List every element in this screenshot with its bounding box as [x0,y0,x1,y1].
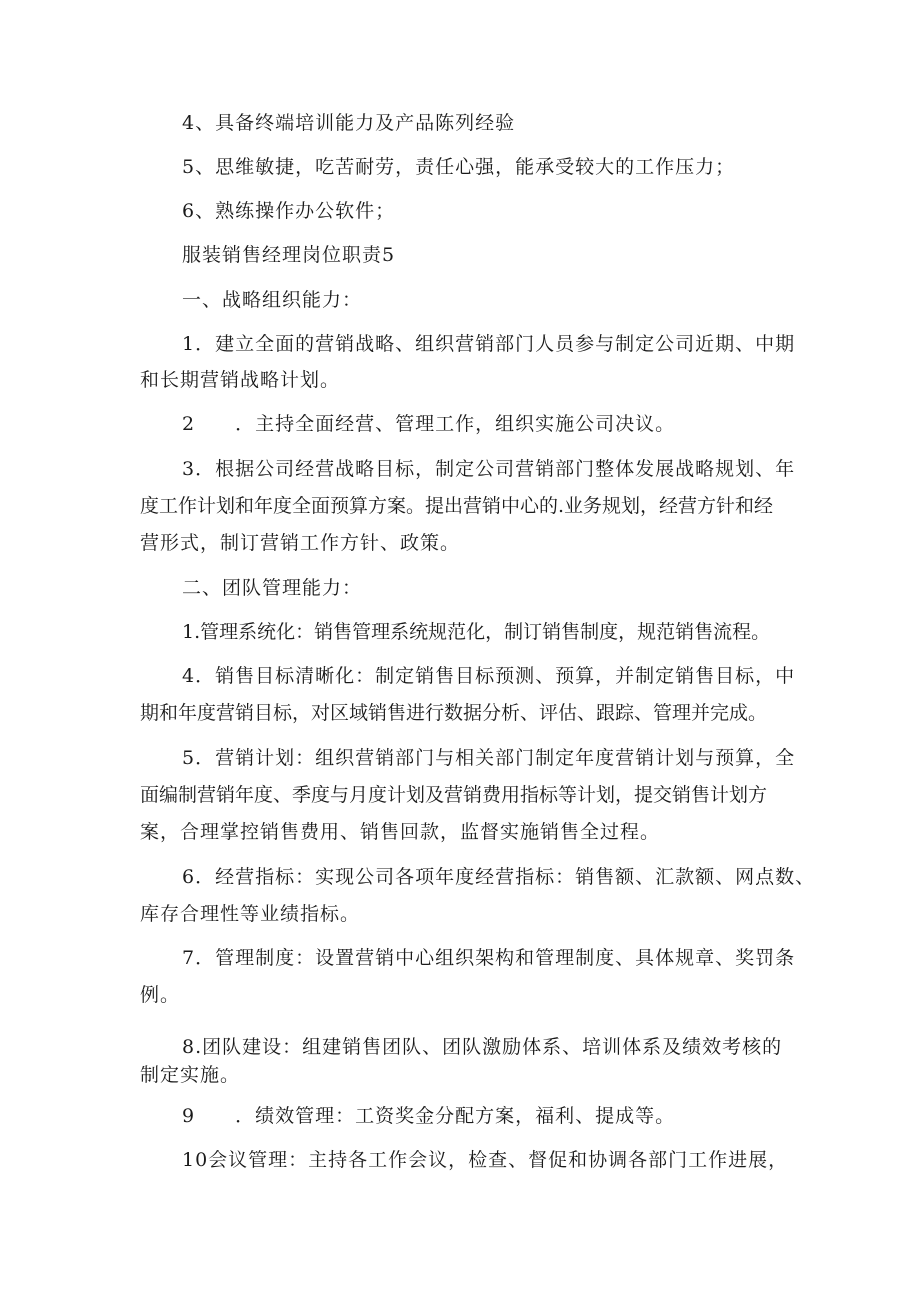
text-line: 3．根据公司经营战略目标，制定公司营销部门整体发展战略规划、年 [182,458,796,480]
text-line: 6．经营指标：实现公司各项年度经营指标：销售额、汇款额、网点数、 [182,866,816,888]
text-line: 4．销售目标清晰化：制定销售目标预测、预算，并制定销售目标，中 [182,665,796,687]
section-title: 服装销售经理岗位职责5 [182,244,396,266]
text-line: 度工作计划和年度全面预算方案。提出营销中心的.业务规划，经营方针和经 [140,495,774,517]
text-line: 5．营销计划：组织营销部门与相关部门制定年度营销计划与预算，全 [182,747,796,769]
text-line: 1.管理系统化：销售管理系统规范化，制订销售制度，规范销售流程。 [182,621,771,643]
text-line: 10会议管理：主持各工作会议，检查、督促和协调各部门工作进展， [182,1149,789,1171]
text-line: 库存合理性等业绩指标。 [140,903,361,925]
text-line: 4、具备终端培训能力及产品陈列经验 [182,112,516,134]
text-line: 2 ．主持全面经营、管理工作，组织实施公司决议。 [182,413,676,435]
text-line: 面编制营销年度、季度与月度计划及营销费用指标等计划，提交销售计划方 [140,784,768,806]
text-line: 案，合理掌控销售费用、销售回款，监督实施销售全过程。 [140,821,661,843]
text-line: 8.团队建设：组建销售团队、团队激励体系、培训体系及绩效考核的 [182,1036,783,1058]
text-line: 5、思维敏捷，吃苦耐劳，责任心强，能承受较大的工作压力； [182,156,736,178]
text-line: 和长期营销战略计划。 [140,369,341,391]
text-line: 9 ．绩效管理：工资奖金分配方案，福利、提成等。 [182,1105,676,1127]
text-line: 7．管理制度：设置营销中心组织架构和管理制度、具体规章、奖罚条 [182,947,796,969]
text-line: 制定实施。 [140,1064,241,1086]
text-line: 例。 [140,984,181,1006]
text-line: 6、熟练操作办公软件； [182,200,396,222]
section-heading: 二、团队管理能力： [182,577,363,599]
section-heading: 一、战略组织能力： [182,289,363,311]
text-line: 营形式，制订营销工作方针、政策。 [140,532,461,554]
text-line: 期和年度营销目标，对区域销售进行数据分析、评估、跟踪、管理并完成。 [140,702,768,724]
text-line: 1．建立全面的营销战略、组织营销部门人员参与制定公司近期、中期 [182,333,796,355]
